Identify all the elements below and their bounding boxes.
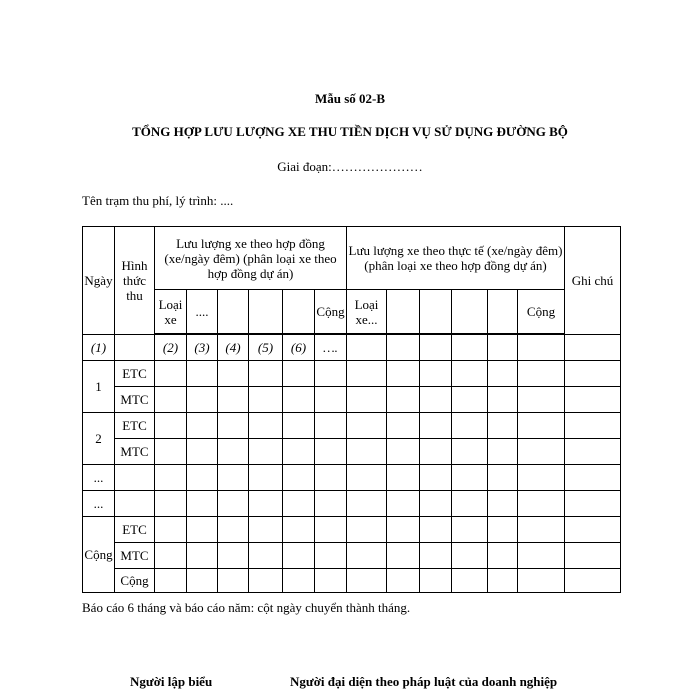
day-cell: ... (83, 465, 115, 491)
method-mtc: MTC (115, 387, 155, 413)
index-cell: (4) (218, 335, 249, 361)
method-mtc: MTC (115, 543, 155, 569)
header-note: Ghi chú (565, 227, 621, 335)
sub-vehicle-type-actual: Loại xe... (347, 290, 387, 334)
report-note: Báo cáo 6 tháng và báo cáo năm: cột ngày chuyển thành tháng. (82, 600, 411, 615)
sub-dots: .... (187, 290, 218, 334)
form-number: Mẫu số 02-B (314, 91, 386, 106)
period-line: Giai đoạn:………………… (277, 159, 423, 174)
day-cell: 2 (83, 413, 115, 465)
sub-vehicle-type: Loại xe (155, 290, 187, 334)
signature-preparer: Người lập biểu (130, 674, 213, 689)
index-cell: …. (315, 335, 347, 361)
index-cell: (2) (155, 335, 187, 361)
header-actual-flow: Lưu lượng xe theo thực tế (xe/ngày đêm) (phân loại xe theo hợp đồng dự án) (347, 227, 565, 290)
header-contract-flow: Lưu lượng xe theo hợp đồng (xe/ngày đêm) (phân loại xe theo hợp đồng dự án) (155, 227, 347, 290)
day-cell: ... (83, 491, 115, 517)
index-cell: (3) (187, 335, 218, 361)
index-cell: (5) (249, 335, 283, 361)
method-mtc: MTC (115, 439, 155, 465)
signature-representative: Người đại diện theo pháp luật của doanh nghiệp (290, 674, 558, 689)
index-cell: (6) (283, 335, 315, 361)
index-cell: (1) (83, 335, 115, 361)
sub-total-actual: Cộng (518, 290, 565, 334)
header-day: Ngày (83, 227, 115, 335)
method-etc: ETC (115, 517, 155, 543)
method-total: Cộng (115, 569, 155, 593)
day-cell: 1 (83, 361, 115, 413)
traffic-summary-table (82, 226, 621, 593)
day-total-cell: Cộng (83, 517, 115, 593)
method-etc: ETC (115, 361, 155, 387)
station-line: Tên trạm thu phí, lý trình: .... (82, 193, 234, 208)
header-method: Hình thức thu (115, 227, 155, 335)
sub-total: Cộng (315, 290, 347, 334)
method-etc: ETC (115, 413, 155, 439)
document-title: TỔNG HỢP LƯU LƯỢNG XE THU TIỀN DỊCH VỤ SỬ DỤNG ĐƯỜNG BỘ (132, 124, 568, 139)
